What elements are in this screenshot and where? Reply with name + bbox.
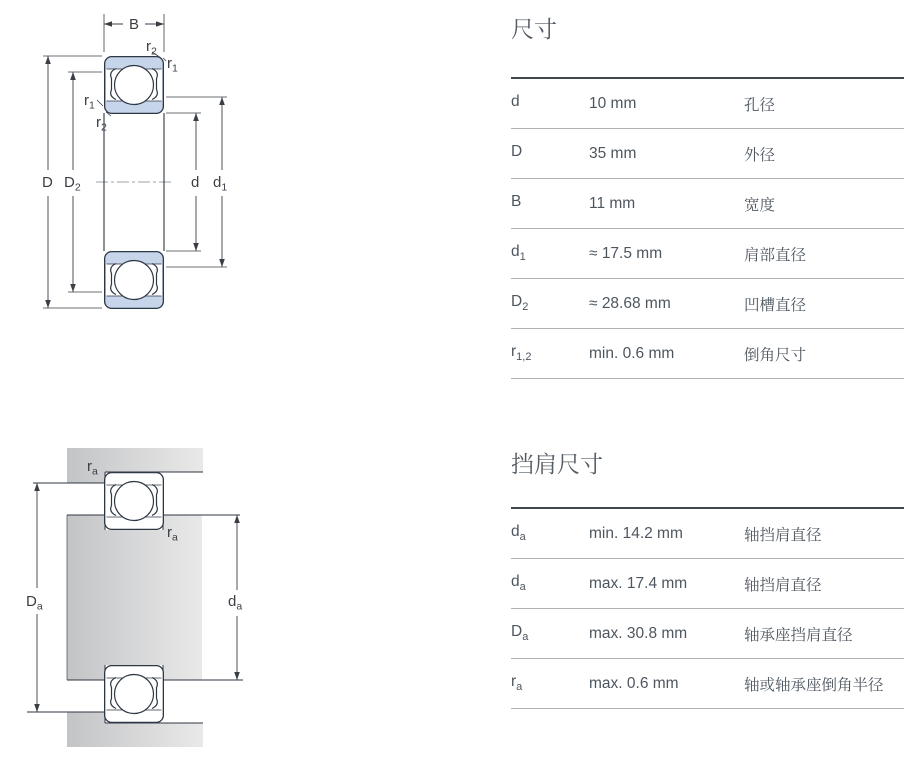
spec-symbol: $d_1$ — [511, 243, 526, 264]
label-D2: $D_2$ — [64, 174, 81, 194]
table-row — [511, 229, 904, 279]
table-row — [511, 329, 904, 379]
table-row — [511, 179, 904, 229]
dimensions-table-title: 尺寸 — [511, 16, 557, 42]
label-r1-left: $r_1$ — [84, 92, 95, 112]
r1-leader — [163, 58, 166, 61]
spec-value: 11 mm — [589, 194, 636, 212]
table-row — [511, 609, 904, 659]
dimensions-table-rows — [511, 77, 904, 379]
label-r1-right: $r_1$ — [167, 55, 178, 75]
spec-symbol: B — [511, 193, 522, 211]
spec-symbol: $D_2$ — [511, 293, 529, 314]
spec-description: 轴或轴承座倒角半径 — [744, 676, 884, 694]
spec-description: 宽度 — [744, 196, 776, 214]
label-ra-top: $r_a$ — [87, 458, 98, 478]
spec-description: 轴挡肩直径 — [744, 576, 822, 594]
boundary-dimensions-diagram — [0, 0, 260, 340]
bearing-cross-section-lower — [105, 666, 164, 723]
spec-symbol: $r_a$ — [511, 673, 523, 694]
table-row — [511, 279, 904, 329]
r1-left-leader — [97, 100, 103, 106]
spec-value: ≈ 28.68 mm — [589, 294, 671, 312]
label-B: B — [129, 16, 140, 33]
spec-symbol: $D_a$ — [511, 623, 529, 644]
spec-value: ≈ 17.5 mm — [589, 244, 663, 262]
abutment-dimensions-diagram — [0, 430, 260, 764]
table-row — [511, 129, 904, 179]
label-d: d — [191, 174, 200, 191]
spec-value: min. 0.6 mm — [589, 344, 675, 362]
abutment-table — [511, 448, 904, 709]
spec-description: 凹槽直径 — [744, 296, 807, 314]
spec-value: 10 mm — [589, 94, 637, 112]
bearing-cross-section-lower — [105, 252, 164, 309]
spec-value: 35 mm — [589, 144, 637, 162]
abutment-table-rows — [511, 507, 904, 709]
spec-symbol: $r_{1,2}$ — [511, 343, 532, 364]
dimensions-table — [511, 13, 904, 379]
label-Da: $D_a$ — [26, 593, 43, 613]
abutment-table-title: 挡肩尺寸 — [511, 451, 603, 477]
label-d1: $d_1$ — [213, 174, 228, 194]
label-ra-bottom: $r_a$ — [167, 524, 178, 544]
spec-value: min. 14.2 mm — [589, 524, 683, 542]
spec-symbol: D — [511, 143, 523, 161]
spec-description: 轴挡肩直径 — [744, 526, 822, 544]
bearing-cross-section-upper — [105, 57, 164, 114]
label-r2-bottom: $r_2$ — [96, 114, 107, 134]
spec-description: 肩部直径 — [744, 246, 807, 264]
label-da: $d_a$ — [228, 593, 243, 613]
spec-description: 孔径 — [744, 96, 776, 114]
label-r2-top: $r_2$ — [146, 38, 157, 58]
label-D: D — [42, 174, 53, 191]
spec-value: max. 0.6 mm — [589, 674, 679, 692]
spec-symbol: d — [511, 93, 520, 111]
spec-description: 倒角尺寸 — [744, 346, 807, 364]
table-row — [511, 659, 904, 709]
table-row — [511, 79, 904, 129]
spec-description: 外径 — [744, 146, 776, 164]
table-row — [511, 559, 904, 609]
spec-symbol: $d_a$ — [511, 523, 526, 544]
spec-symbol: $d_a$ — [511, 573, 526, 594]
bearing-cross-section-upper — [105, 473, 164, 530]
spec-description: 轴承座挡肩直径 — [744, 626, 853, 644]
spec-value: max. 30.8 mm — [589, 624, 688, 642]
shaft — [67, 515, 202, 680]
spec-value: max. 17.4 mm — [589, 574, 688, 592]
table-row — [511, 509, 904, 559]
